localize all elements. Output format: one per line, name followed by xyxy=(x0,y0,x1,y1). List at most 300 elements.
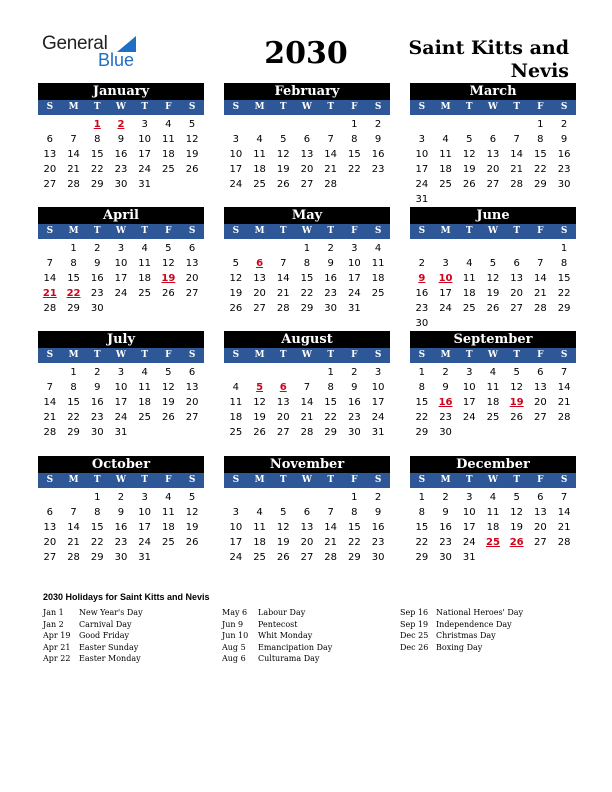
day-cell: 15 xyxy=(300,273,314,284)
day-cell: 25 xyxy=(162,164,175,175)
weekday-label: S xyxy=(374,475,382,485)
day-cell: 7 xyxy=(327,134,334,145)
empty-cell xyxy=(38,241,62,256)
day-cell: 29 xyxy=(415,552,429,563)
day-cell: 11 xyxy=(486,507,500,518)
day-cell: 29 xyxy=(534,179,547,190)
day-cell: 24 xyxy=(114,288,128,299)
weekday-label: M xyxy=(254,226,265,236)
day-cell: 5 xyxy=(513,367,520,378)
holiday-row xyxy=(222,642,332,654)
day-cell: 12 xyxy=(253,397,266,408)
logo-blue-text: Blue xyxy=(98,50,135,70)
day-cell: 4 xyxy=(489,367,497,378)
day-cell: 24 xyxy=(462,537,476,548)
day-cell: 23 xyxy=(114,164,128,175)
month-june xyxy=(410,207,576,331)
day-cell: 10 xyxy=(229,149,243,160)
day-cell: 26 xyxy=(510,412,524,423)
holiday-name: Good Friday xyxy=(79,631,130,640)
weekday-header xyxy=(38,224,204,239)
weekday-label: S xyxy=(46,350,54,360)
day-cell: 10 xyxy=(371,382,385,393)
day-cell: 30 xyxy=(415,318,429,329)
day-cell: 8 xyxy=(560,258,568,269)
day-cell: 26 xyxy=(229,303,243,314)
holiday-row xyxy=(222,607,332,619)
day-cell: 1 xyxy=(560,243,568,254)
day-cell: 24 xyxy=(114,412,128,423)
day-cell: 18 xyxy=(486,397,500,408)
day-cell: 29 xyxy=(67,427,80,438)
day-cell: 12 xyxy=(510,507,524,518)
day-cell: 10 xyxy=(415,149,429,160)
day-cell: 8 xyxy=(94,134,101,145)
day-cell: 20 xyxy=(534,522,547,533)
day-cell: 4 xyxy=(141,243,148,254)
weekday-label: F xyxy=(537,350,544,360)
day-cell: 31 xyxy=(138,552,152,563)
holiday-name: Independence Day xyxy=(436,619,512,629)
day-cell: 14 xyxy=(43,273,57,284)
day-cell: 1 xyxy=(303,243,311,254)
weekday-label: M xyxy=(440,475,451,485)
day-cell: 11 xyxy=(138,382,152,393)
day-cell: 15 xyxy=(415,397,429,408)
holiday-date: Sep 16 xyxy=(400,608,429,617)
day-cell: 22 xyxy=(534,164,547,175)
day-cell: 17 xyxy=(462,397,476,408)
day-cell: 22 xyxy=(348,537,361,548)
weekday-label: T xyxy=(279,350,287,360)
holiday-name: Christmas Day xyxy=(436,631,496,640)
weekday-label: S xyxy=(418,226,426,236)
holiday-row xyxy=(400,630,523,642)
day-cell: 11 xyxy=(253,522,266,533)
day-cell: 29 xyxy=(348,552,361,563)
day-cell: 3 xyxy=(141,119,148,130)
day-cell: 29 xyxy=(415,427,429,438)
holiday-name: Easter Monday xyxy=(79,654,141,663)
day-cell: 28 xyxy=(557,412,571,423)
day-cell: 5 xyxy=(232,258,240,269)
day-cell: 23 xyxy=(90,288,104,299)
day-cell: 8 xyxy=(351,507,358,518)
weekday-header xyxy=(410,473,576,488)
empty-cell xyxy=(410,241,434,256)
day-cell: 16 xyxy=(415,288,429,299)
day-cell: 28 xyxy=(43,303,57,314)
weekday-header xyxy=(224,224,390,239)
day-cell: 18 xyxy=(462,288,476,299)
empty-cell xyxy=(248,490,272,505)
holiday-row xyxy=(222,653,332,665)
empty-cell xyxy=(38,365,62,380)
weekday-label: F xyxy=(165,102,172,112)
weekday-label: T xyxy=(513,102,521,112)
day-cell: 18 xyxy=(229,412,243,423)
day-cell: 7 xyxy=(46,382,54,393)
day-cell: 25 xyxy=(462,303,476,314)
weekday-label: S xyxy=(560,350,568,360)
day-cell: 29 xyxy=(67,303,80,314)
day-cell: 13 xyxy=(276,397,290,408)
day-cell: 12 xyxy=(276,522,290,533)
day-cell: 18 xyxy=(138,273,152,284)
day-cell: 16 xyxy=(114,149,128,160)
month-name: November xyxy=(224,456,390,473)
holiday-day-cell: 19 xyxy=(509,397,524,408)
day-cell: 16 xyxy=(90,273,104,284)
day-cell: 30 xyxy=(439,427,452,438)
empty-cell xyxy=(434,117,458,132)
month-march xyxy=(410,83,576,207)
empty-cell xyxy=(410,117,434,132)
weekday-label: W xyxy=(301,475,313,485)
day-cell: 6 xyxy=(46,507,54,518)
empty-cell xyxy=(62,490,86,505)
holiday-day-cell: 16 xyxy=(438,397,453,408)
weekday-label: F xyxy=(351,350,358,360)
day-cell: 1 xyxy=(327,367,334,378)
day-cell: 3 xyxy=(418,134,426,145)
day-cell: 14 xyxy=(324,522,338,533)
month-name: January xyxy=(38,83,204,100)
day-cell: 15 xyxy=(557,273,571,284)
weekday-label: T xyxy=(327,475,335,485)
day-cell: 17 xyxy=(114,397,128,408)
day-cell: 3 xyxy=(232,134,240,145)
day-cell: 22 xyxy=(300,288,314,299)
day-cell: 23 xyxy=(557,164,571,175)
holiday-date: Sep 19 xyxy=(400,619,429,629)
day-cell: 11 xyxy=(162,507,175,518)
day-cell: 9 xyxy=(94,258,101,269)
day-cell: 26 xyxy=(185,537,199,548)
empty-cell xyxy=(505,117,529,132)
day-cell: 8 xyxy=(537,134,544,145)
day-cell: 13 xyxy=(185,382,199,393)
day-cell: 27 xyxy=(486,179,500,190)
day-cell: 27 xyxy=(534,537,547,548)
holiday-date: Jun 10 xyxy=(222,631,249,640)
day-cell: 14 xyxy=(557,382,571,393)
empty-cell xyxy=(224,241,248,256)
day-cell: 4 xyxy=(256,507,263,518)
day-cell: 7 xyxy=(537,258,544,269)
day-cell: 21 xyxy=(510,164,524,175)
holiday-row xyxy=(222,630,332,642)
day-cell: 16 xyxy=(371,149,385,160)
weekday-label: M xyxy=(440,226,451,236)
day-cell: 20 xyxy=(253,288,266,299)
weekday-label: T xyxy=(279,102,287,112)
day-cell: 27 xyxy=(185,288,199,299)
day-cell: 19 xyxy=(253,412,266,423)
day-cell: 11 xyxy=(439,149,452,160)
day-cell: 31 xyxy=(138,179,152,190)
day-cell: 2 xyxy=(418,258,426,269)
day-cell: 29 xyxy=(300,303,314,314)
day-cell: 28 xyxy=(67,552,80,563)
weekday-label: T xyxy=(465,226,473,236)
weekday-label: F xyxy=(351,226,358,236)
day-cell: 19 xyxy=(510,522,524,533)
holiday-date: Aug 5 xyxy=(222,642,246,652)
day-cell: 14 xyxy=(300,397,314,408)
day-cell: 7 xyxy=(280,258,287,269)
day-cell: 9 xyxy=(94,382,101,393)
day-cell: 9 xyxy=(374,134,382,145)
logo xyxy=(42,33,142,73)
day-cell: 3 xyxy=(466,367,473,378)
day-cell: 14 xyxy=(510,149,524,160)
day-cell: 5 xyxy=(280,507,287,518)
day-cell: 21 xyxy=(300,412,314,423)
day-cell: 3 xyxy=(351,243,358,254)
holiday-row xyxy=(400,619,523,631)
holiday-day-cell: 5 xyxy=(256,382,264,393)
empty-cell xyxy=(271,490,295,505)
day-cell: 29 xyxy=(90,552,104,563)
empty-cell xyxy=(529,241,553,256)
day-cell: 24 xyxy=(229,179,243,190)
day-cell: 28 xyxy=(510,179,524,190)
day-cell: 10 xyxy=(348,258,361,269)
day-cell: 20 xyxy=(43,164,57,175)
day-grid xyxy=(38,490,204,565)
holiday-row xyxy=(222,619,332,631)
day-grid xyxy=(38,117,204,192)
weekday-label: T xyxy=(93,350,101,360)
day-cell: 7 xyxy=(303,382,311,393)
day-cell: 20 xyxy=(300,164,314,175)
day-cell: 3 xyxy=(232,507,240,518)
empty-cell xyxy=(295,117,319,132)
day-cell: 7 xyxy=(70,507,77,518)
day-cell: 24 xyxy=(138,537,152,548)
day-cell: 20 xyxy=(534,397,547,408)
day-cell: 23 xyxy=(439,537,452,548)
weekday-label: W xyxy=(487,350,499,360)
day-cell: 2 xyxy=(117,492,125,503)
weekday-label: W xyxy=(115,475,127,485)
day-cell: 25 xyxy=(253,179,266,190)
day-cell: 24 xyxy=(371,412,385,423)
day-cell: 30 xyxy=(557,179,571,190)
empty-cell xyxy=(457,117,481,132)
day-cell: 27 xyxy=(253,303,266,314)
weekday-label: S xyxy=(232,475,240,485)
day-cell: 30 xyxy=(114,179,128,190)
month-name: December xyxy=(410,456,576,473)
day-cell: 28 xyxy=(67,179,80,190)
day-cell: 25 xyxy=(371,288,385,299)
day-cell: 31 xyxy=(462,552,476,563)
day-cell: 19 xyxy=(276,164,290,175)
weekday-label: F xyxy=(351,102,358,112)
day-cell: 15 xyxy=(348,149,361,160)
day-cell: 10 xyxy=(229,522,243,533)
day-cell: 14 xyxy=(324,149,338,160)
day-cell: 19 xyxy=(185,522,199,533)
day-cell: 21 xyxy=(43,412,57,423)
month-february xyxy=(224,83,390,192)
weekday-label: F xyxy=(537,475,544,485)
day-cell: 9 xyxy=(560,134,568,145)
day-cell: 26 xyxy=(486,303,500,314)
day-cell: 19 xyxy=(162,397,175,408)
day-cell: 28 xyxy=(324,552,338,563)
day-cell: 12 xyxy=(276,149,290,160)
day-cell: 13 xyxy=(43,522,57,533)
holiday-row xyxy=(43,642,143,654)
weekday-label: F xyxy=(351,475,358,485)
weekday-label: T xyxy=(465,102,473,112)
weekday-label: T xyxy=(279,475,287,485)
day-cell: 17 xyxy=(138,522,152,533)
weekday-header xyxy=(38,348,204,363)
day-cell: 13 xyxy=(43,149,57,160)
day-cell: 23 xyxy=(114,537,128,548)
day-cell: 4 xyxy=(165,119,172,130)
weekday-label: T xyxy=(141,226,149,236)
holiday-name: Culturama Day xyxy=(258,654,320,663)
day-cell: 17 xyxy=(371,397,385,408)
day-cell: 23 xyxy=(371,537,385,548)
day-cell: 17 xyxy=(138,149,152,160)
day-cell: 10 xyxy=(114,258,128,269)
day-cell: 27 xyxy=(510,303,524,314)
weekday-label: S xyxy=(188,102,196,112)
day-cell: 4 xyxy=(442,134,449,145)
month-name: September xyxy=(410,331,576,348)
day-cell: 8 xyxy=(70,382,77,393)
day-cell: 13 xyxy=(534,507,547,518)
empty-cell xyxy=(271,117,295,132)
month-july xyxy=(38,331,204,440)
day-cell: 22 xyxy=(90,537,104,548)
weekday-label: S xyxy=(418,350,426,360)
day-cell: 18 xyxy=(371,273,385,284)
day-cell: 4 xyxy=(466,258,473,269)
day-cell: 8 xyxy=(70,258,77,269)
weekday-label: S xyxy=(188,475,196,485)
weekday-header xyxy=(410,224,576,239)
weekday-label: M xyxy=(440,350,451,360)
day-cell: 31 xyxy=(371,427,385,438)
weekday-label: M xyxy=(68,102,79,112)
day-cell: 16 xyxy=(557,149,571,160)
day-cell: 17 xyxy=(114,273,128,284)
weekday-label: S xyxy=(188,350,196,360)
weekday-header xyxy=(224,473,390,488)
day-cell: 7 xyxy=(70,134,77,145)
day-cell: 3 xyxy=(141,492,148,503)
month-name: August xyxy=(224,331,390,348)
day-cell: 29 xyxy=(90,179,104,190)
day-cell: 1 xyxy=(351,492,358,503)
empty-cell xyxy=(295,490,319,505)
day-grid xyxy=(224,490,390,565)
weekday-header xyxy=(38,473,204,488)
weekday-label: W xyxy=(115,102,127,112)
holiday-column xyxy=(43,607,143,665)
holiday-day-cell: 1 xyxy=(93,119,101,130)
day-grid xyxy=(38,365,204,440)
day-cell: 21 xyxy=(276,288,290,299)
holiday-date: Apr 19 xyxy=(43,631,71,640)
day-cell: 2 xyxy=(374,119,382,130)
day-cell: 28 xyxy=(534,303,547,314)
holiday-day-cell: 26 xyxy=(509,537,524,548)
weekday-label: S xyxy=(418,475,426,485)
weekday-label: M xyxy=(254,350,265,360)
day-cell: 17 xyxy=(462,522,476,533)
day-cell: 18 xyxy=(253,537,266,548)
day-cell: 25 xyxy=(162,537,175,548)
day-cell: 13 xyxy=(300,149,314,160)
day-cell: 14 xyxy=(534,273,547,284)
day-cell: 12 xyxy=(162,382,175,393)
day-cell: 6 xyxy=(513,258,520,269)
holiday-name: Pentecost xyxy=(258,619,298,629)
weekday-label: S xyxy=(560,475,568,485)
year-title: 2030 xyxy=(264,36,348,71)
day-cell: 22 xyxy=(415,412,429,423)
day-cell: 26 xyxy=(162,288,175,299)
empty-cell xyxy=(248,365,272,380)
weekday-header xyxy=(38,100,204,115)
day-cell: 6 xyxy=(188,367,196,378)
month-name: May xyxy=(224,207,390,224)
day-cell: 14 xyxy=(557,507,571,518)
weekday-label: T xyxy=(513,350,521,360)
day-cell: 23 xyxy=(415,303,429,314)
weekday-label: T xyxy=(327,350,335,360)
day-cell: 20 xyxy=(486,164,500,175)
day-cell: 26 xyxy=(462,179,476,190)
weekday-label: S xyxy=(374,350,382,360)
day-cell: 15 xyxy=(67,273,80,284)
weekday-header xyxy=(224,100,390,115)
month-name: October xyxy=(38,456,204,473)
day-cell: 22 xyxy=(324,412,338,423)
empty-cell xyxy=(38,117,62,132)
day-cell: 26 xyxy=(253,427,266,438)
day-cell: 1 xyxy=(70,367,77,378)
day-cell: 18 xyxy=(162,149,175,160)
weekday-label: F xyxy=(165,350,172,360)
holiday-day-cell: 6 xyxy=(256,258,264,269)
day-cell: 1 xyxy=(94,492,101,503)
day-grid xyxy=(410,365,576,440)
day-cell: 18 xyxy=(439,164,452,175)
month-january xyxy=(38,83,204,192)
holiday-row xyxy=(400,642,523,654)
day-cell: 18 xyxy=(162,522,175,533)
day-cell: 16 xyxy=(324,273,338,284)
empty-cell xyxy=(224,365,248,380)
weekday-label: T xyxy=(465,350,473,360)
day-cell: 22 xyxy=(67,412,80,423)
month-name: March xyxy=(410,83,576,100)
day-cell: 5 xyxy=(188,119,196,130)
day-cell: 26 xyxy=(185,164,199,175)
month-august xyxy=(224,331,390,440)
day-cell: 5 xyxy=(165,367,172,378)
month-name: April xyxy=(38,207,204,224)
